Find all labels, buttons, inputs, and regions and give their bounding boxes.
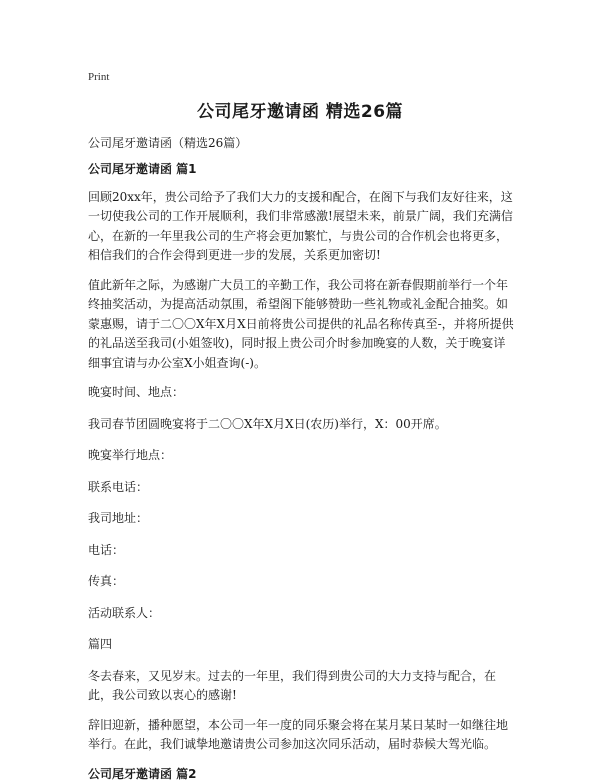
banquet-venue-label: 晚宴举行地点：: [88, 446, 516, 466]
fax-label: 传真：: [88, 572, 516, 592]
page-title: 公司尾牙邀请函 精选26篇: [0, 97, 600, 122]
company-address-label: 我司地址：: [88, 509, 516, 529]
banquet-time-place-label: 晚宴时间、地点：: [88, 383, 516, 403]
section-heading-1: 公司尾牙邀请函 篇1: [88, 160, 516, 180]
paragraph-new-year: 值此新年之际，为感谢广大员工的辛勤工作，我公司将在新春假期前举行一个年终抽奖活动，为提高活动氛围，希望阁下能够赞助一些礼物或礼金配合抽奖。如蒙惠赐，请于二〇〇X年X月X日前将贵公司提供的礼品名称传真至-，并将所提供的礼品送至我司(小姐签收)，同时报上贵公司介时参加晚宴的人数，关于晚宴详细事宜请与办公室X小姐查询(-)。: [88, 276, 516, 374]
contact-phone-label: 联系电话：: [88, 478, 516, 498]
banquet-info: 我司春节团圆晚宴将于二〇〇X年X月X日(农历)举行，X：00开席。: [88, 415, 516, 435]
section-heading-2: 公司尾牙邀请函 篇2: [88, 765, 516, 784]
contact-person-label: 活动联系人：: [88, 604, 516, 624]
paragraph-farewell: 辞旧迎新，播种愿望，本公司一年一度的同乐聚会将在某月某日某时一如继往地举行。在此，我们诚挚地邀请贵公司参加这次同乐活动，届时恭候大驾光临。: [88, 716, 516, 755]
section-label-4: 篇四: [88, 635, 516, 655]
document-body: [88, 160, 516, 784]
paragraph-winter: 冬去春来，又见岁末。过去的一年里，我们得到贵公司的大力支持与配合，在此，我公司致以衷心的感谢!: [88, 667, 516, 706]
telephone-label: 电话：: [88, 541, 516, 561]
document-subtitle: 公司尾牙邀请函（精选26篇）: [88, 134, 247, 151]
print-label: Print: [88, 71, 109, 83]
paragraph-review: 回顾20xx年，贵公司给予了我们大力的支援和配合，在阁下与我们友好往来，这一切使我公司的工作开展顺利，我们非常感激!展望未来，前景广阔，我们充满信心，在新的一年里我公司的生产将会更加繁忙，与贵公司的合作机会也将更多，相信我们的合作会得到更进一步的发展，关系更加密切!: [88, 188, 516, 266]
